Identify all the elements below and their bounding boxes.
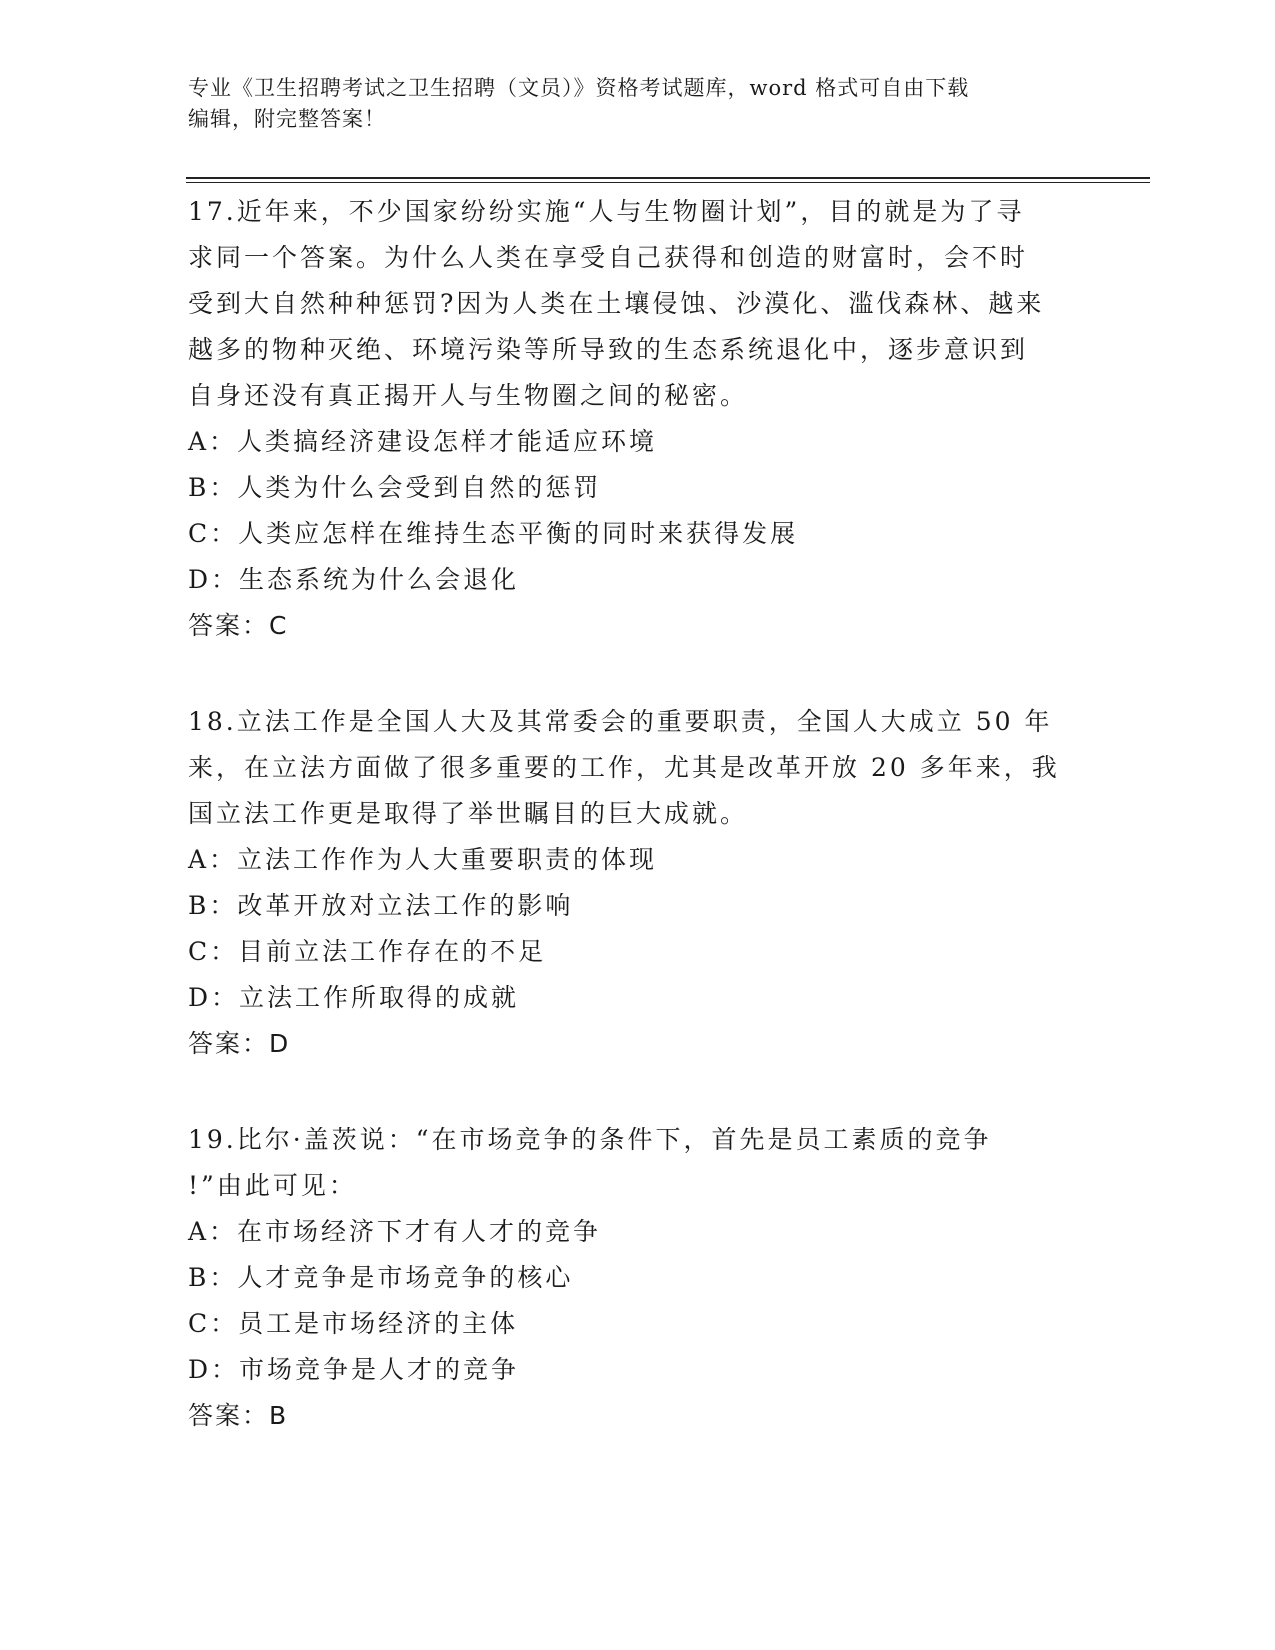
option-b: B：人才竞争是市场竞争的核心 (188, 1263, 574, 1292)
document-header (188, 73, 1068, 135)
option-c: C：目前立法工作存在的不足 (188, 937, 547, 966)
question-text-line: !”由此可见： (188, 1171, 357, 1200)
question-text-line: 越多的物种灭绝、环境污染等所导致的生态系统退化中，逐步意识到 (188, 335, 1029, 364)
answer-text: 答案：C (188, 611, 289, 640)
question-17 (188, 189, 1088, 649)
answer-text: 答案：D (188, 1029, 291, 1058)
option-c: C：员工是市场经济的主体 (188, 1309, 519, 1338)
answer-text: 答案：B (188, 1401, 289, 1430)
option-d: D：市场竞争是人才的竞争 (188, 1355, 520, 1384)
option-a: A：在市场经济下才有人才的竞争 (188, 1217, 602, 1246)
header-divider-thin (186, 182, 1150, 183)
question-19 (188, 1117, 1088, 1439)
option-c: C：人类应怎样在维持生态平衡的同时来获得发展 (188, 519, 799, 548)
option-b: B：改革开放对立法工作的影响 (188, 891, 574, 920)
question-text-line: 17.近年来，不少国家纷纷实施“人与生物圈计划”，目的就是为了寻 (188, 197, 1025, 226)
header-divider-thick (186, 177, 1150, 179)
question-text-line: 自身还没有真正揭开人与生物圈之间的秘密。 (188, 381, 749, 410)
option-a: A：人类搞经济建设怎样才能适应环境 (188, 427, 658, 456)
option-b: B：人类为什么会受到自然的惩罚 (188, 473, 602, 502)
header-line: 编辑，附完整答案！ (188, 107, 386, 131)
question-text-line: 18.立法工作是全国人大及其常委会的重要职责，全国人大成立 50 年 (188, 707, 1053, 736)
question-text-line: 受到大自然种种惩罚?因为人类在土壤侵蚀、沙漠化、滥伐森林、越来 (188, 289, 1045, 318)
option-a: A：立法工作作为人大重要职责的体现 (188, 845, 658, 874)
header-line: 专业《卫生招聘考试之卫生招聘（文员）》资格考试题库，word 格式可自由下载 (188, 76, 970, 100)
question-text-line: 19.比尔·盖茨说：“在市场竞争的条件下，首先是员工素质的竞争 (188, 1125, 992, 1154)
question-text-line: 国立法工作更是取得了举世瞩目的巨大成就。 (188, 799, 749, 828)
option-d: D：生态系统为什么会退化 (188, 565, 520, 594)
question-18 (188, 699, 1088, 1067)
question-list (188, 189, 1088, 1489)
question-text-line: 求同一个答案。为什么人类在享受自己获得和创造的财富时，会不时 (188, 243, 1029, 272)
question-text-line: 来，在立法方面做了很多重要的工作，尤其是改革开放 20 多年来，我 (188, 753, 1060, 782)
option-d: D：立法工作所取得的成就 (188, 983, 520, 1012)
